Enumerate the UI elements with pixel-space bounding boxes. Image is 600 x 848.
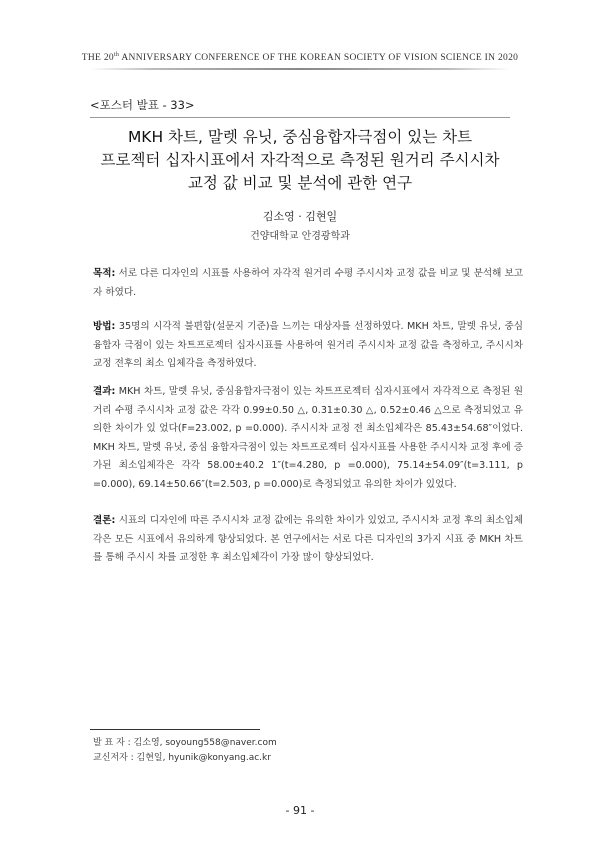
affiliation: 건양대학교 안경광학과 bbox=[250, 231, 350, 242]
header-superscript: th bbox=[113, 52, 120, 58]
purpose-heading: 목적: bbox=[93, 268, 116, 279]
presenter-footnote: 발 표 자 : 김소영, soyoung558@naver.com bbox=[93, 738, 277, 748]
title-line-1: MKH 차트, 말렛 유닛, 중심융합자극점이 있는 차트 bbox=[127, 128, 473, 146]
poster-label: <포스터 발표 - 33> bbox=[90, 98, 195, 112]
title-line-2: 프로젝터 십자시표에서 자각적으로 측정된 원거리 주시시차 bbox=[100, 151, 500, 169]
method-heading: 방법: bbox=[93, 321, 116, 332]
page-number: - 91 - bbox=[285, 804, 315, 817]
results-paragraph bbox=[93, 383, 523, 494]
conclusion-paragraph bbox=[93, 512, 523, 568]
method-paragraph bbox=[93, 318, 523, 374]
conference-header bbox=[0, 52, 600, 63]
header-prefix: THE 20 bbox=[81, 53, 114, 64]
author-list: 김소영 · 김현일 bbox=[262, 210, 338, 223]
footnote-divider bbox=[90, 729, 260, 730]
header-divider bbox=[90, 68, 510, 70]
results-text: MKH 차트, 말렛 유닛, 중심융합자극점이 있는 차트프로젝터 십자시표에서 자각적으로 측정된 원거리 수평 주시시차 교정 값은 각각 0.99±0.50 △, 0.31±0.30 △, 0.52±0.46 △으로 측정되었고 유의한 차이가 있 었다(F=23.002, p =0.000). 주시시차 교정 전 최소입체각은 85.43±54.68″이었다. MKH 차트, 말렛 유닛, 중심 융합자극점이 있는 차트프로젝터 십자시표를 사용한 주시시차 교정 후에 증가된 최소입체각은 각각 58.00±40.2 1″(t=4.280, p =0.000), 75.14±54.09″(t=3.111, p =0.000), 69.14±50.66″(t=2.503, p =0.000)로 측정되었고 유의한 차이가 있었다. bbox=[93, 386, 523, 490]
title-divider bbox=[90, 117, 510, 118]
paper-title bbox=[60, 126, 540, 195]
method-text: 35명의 시각적 불편함(설문지 기준)을 느끼는 대상자를 선정하였다. MKH 차트, 말렛 유닛, 중심융합자 극점이 있는 차트프로젝터 십자시표를 사용하여 원거리 주시시차 교정 값을 측정하고, 주시시차 교정 전후의 최소 입체각을 측정하였다. bbox=[93, 321, 523, 369]
conclusion-text: 시표의 디자인에 따른 주시시차 교정 값에는 유의한 차이가 있었고, 주시시차 교정 후의 최소입체각은 모든 시표에서 유의하게 향상되었다. 본 연구에서는 서로 다른 디자인의 3가지 시표 중 MKH 차트를 통해 주시시 차를 교정한 후 최소입체각이 가장 많이 향상되었다. bbox=[93, 515, 523, 563]
corresponding-author-footnote: 교신저자 : 김현일, hyunik@konyang.ac.kr bbox=[93, 753, 271, 763]
purpose-paragraph bbox=[93, 265, 523, 302]
results-heading: 결과: bbox=[93, 386, 116, 397]
conclusion-heading: 결론: bbox=[93, 515, 116, 526]
title-line-3: 교정 값 비교 및 분석에 관한 연구 bbox=[187, 174, 413, 192]
header-rest: ANNIVERSARY CONFERENCE OF THE KOREAN SOCIETY OF VISION SCIENCE IN 2020 bbox=[119, 53, 519, 64]
purpose-text: 서로 다른 디자인의 시표를 사용하여 자각적 원거리 수평 주시시차 교정 값을 비교 및 분석해 보고자 하였다. bbox=[93, 268, 523, 298]
